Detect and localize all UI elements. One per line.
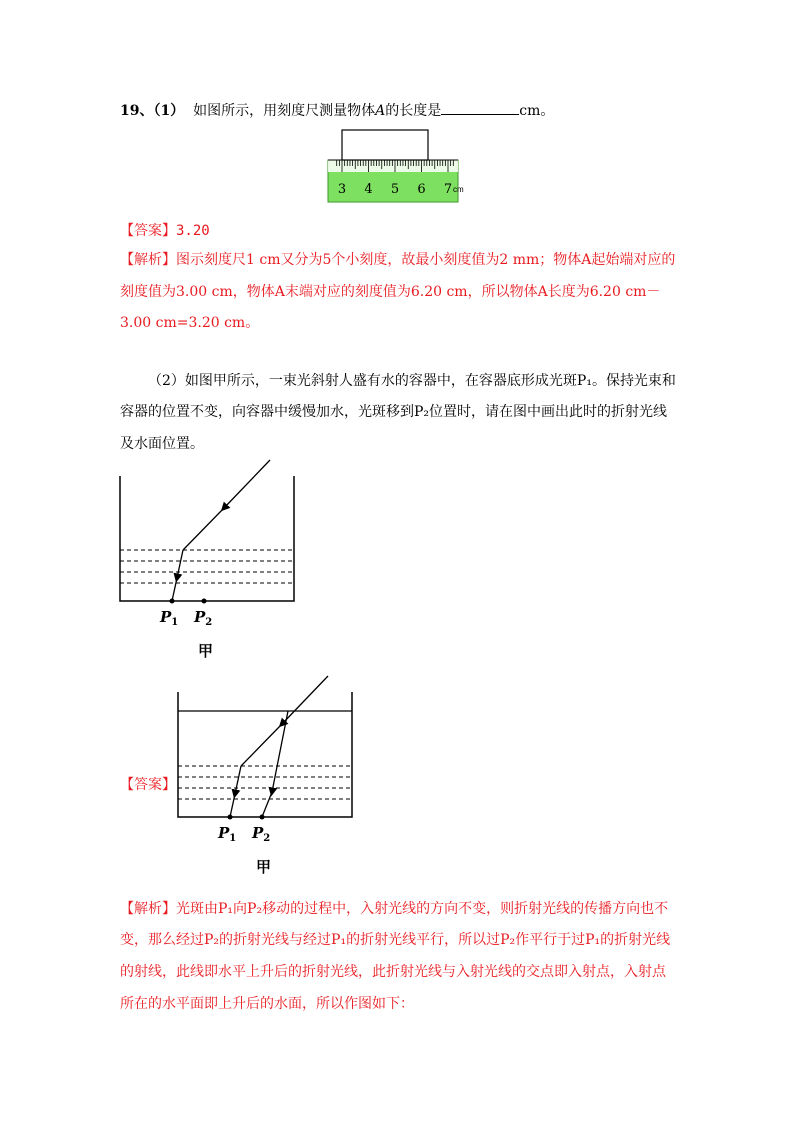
refracted-ray: [177, 550, 183, 578]
label-p2: $P_2$: [194, 608, 213, 628]
answer-2-tag: 【答案】: [120, 777, 176, 793]
ruler-tick-label: 4: [364, 182, 373, 197]
incident-ray-tail: [183, 508, 224, 550]
explanation-1-line-3: 3.00 cm=3.20 cm。: [120, 315, 260, 331]
label-p1: $P_1$: [218, 824, 237, 844]
ruler-figure: [324, 124, 464, 204]
explanation-text: 图示刻度尺1 cm又分为5个小刻度，故最小刻度值为2 mm；物体A起始端对应的: [176, 252, 676, 268]
ruler-tick-label: 7: [443, 182, 453, 197]
figure-1: [112, 458, 312, 658]
figure-caption: 甲: [256, 858, 272, 876]
spot-p1: [228, 815, 233, 820]
answer-tag: 【答案】: [120, 223, 176, 239]
figure-2: [170, 674, 370, 874]
spot-p1: [170, 599, 175, 604]
question-part: （1）: [153, 103, 185, 119]
explanation-2-line-3: 的射线，此线即水平上升后的折射光线，此折射光线与入射光线的交点即入射点，入射点: [120, 964, 666, 980]
ruler-tick-label: 5: [390, 182, 400, 197]
ruler-tick-label: 6: [417, 182, 426, 197]
explanation-1-line-2: 刻度值为3.00 cm，物体A末端对应的刻度值为6.20 cm，所以物体A长度为6.20 cm－: [120, 284, 661, 300]
question-2-line-1: （2）如图甲所示，一束光斜射人盛有水的容器中，在容器底形成光斑P₁。保持光束和: [148, 373, 676, 389]
question-text: 如图所示，用刻度尺测量物体: [193, 103, 376, 119]
question-2-line-3: 及水面位置。: [120, 436, 204, 452]
label-p1: $P_1$: [160, 608, 179, 628]
explanation-2-line-1: [120, 902, 668, 916]
ruler-tick-label: 3: [337, 182, 347, 197]
object-a: [342, 130, 428, 160]
object-label: A: [375, 103, 386, 119]
question-text-2: 的长度是: [385, 103, 442, 119]
question-number: 19、: [120, 103, 154, 119]
spot-p2: [260, 815, 265, 820]
answer-1: [120, 224, 210, 238]
figure-caption: 甲: [198, 642, 214, 660]
spot-p2: [202, 599, 207, 604]
new-refracted-ray-tail: [262, 792, 272, 817]
label-p2: $P_2$: [252, 824, 271, 844]
question-1-line: [120, 102, 554, 118]
question-2-line-2: 容器的位置不变，向容器中缓慢加水，光斑移到P₂位置时，请在图中画出此时的折射光线: [120, 404, 668, 420]
explanation-1-line-1: [120, 253, 675, 267]
explanation-text: 光斑由P₁向P₂移动的过程中，入射光线的方向不变，则折射光线的传播方向也不: [176, 901, 669, 917]
explanation-tag: 【解析】: [120, 901, 176, 917]
ruler-unit: cm: [453, 185, 464, 194]
refracted-ray: [235, 766, 241, 794]
explanation-2-line-4: 所在的水平面即上升后的水面，所以作图如下：: [120, 996, 414, 1012]
container-outline: [120, 476, 294, 601]
question-unit: cm。: [519, 103, 555, 119]
explanation-tag: 【解析】: [120, 252, 176, 268]
incident-ray: [224, 460, 270, 508]
incident-ray-tail: [241, 724, 282, 766]
answer-blank: [441, 102, 519, 115]
explanation-2-line-2: 变，那么经过P₂的折射光线与经过P₁的折射光线平行，所以过P₂作平行于过P₁的折射光线: [120, 932, 671, 948]
refracted-ray-tail: [172, 578, 177, 601]
refracted-ray-tail: [230, 794, 235, 817]
incident-ray: [282, 676, 328, 724]
answer-value: 3.20: [176, 223, 210, 239]
new-refracted-ray: [272, 711, 288, 792]
